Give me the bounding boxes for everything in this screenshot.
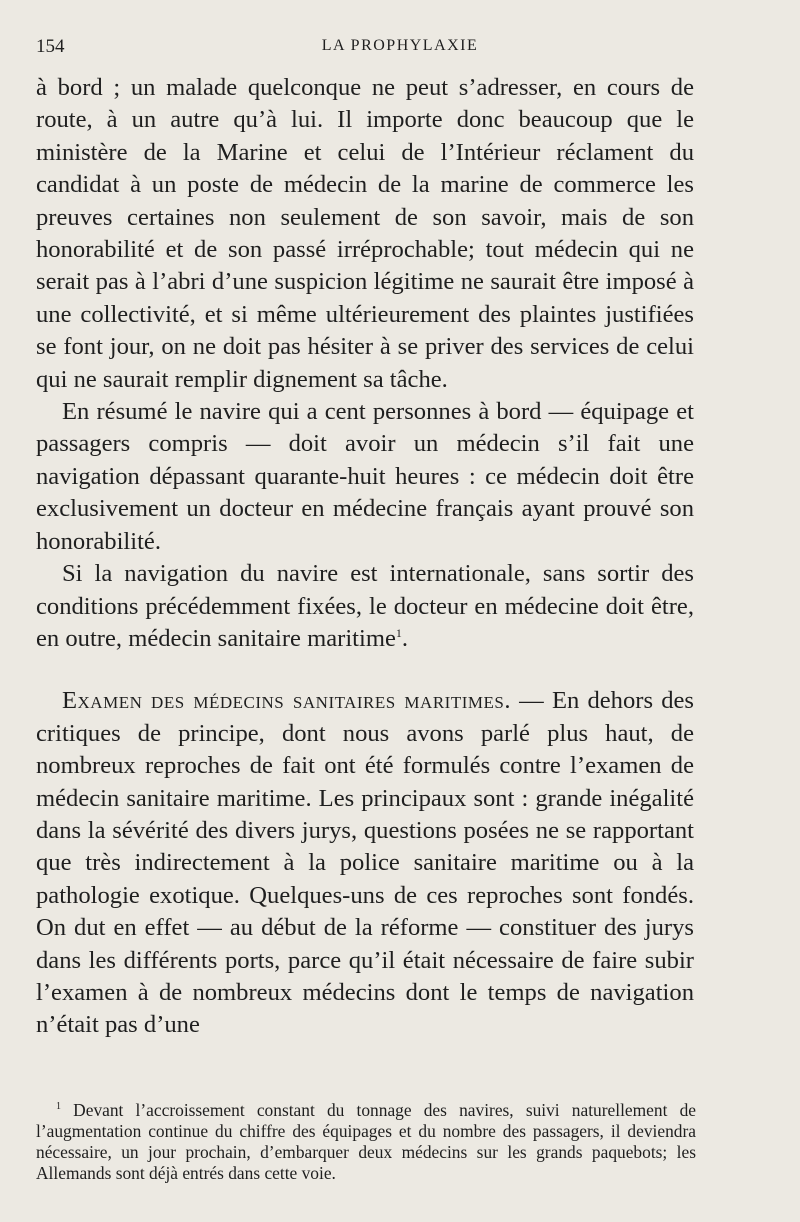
paragraph-3-text: Si la navigation du navire est internationale, sans sortir des conditions précédemment fixées, le docteur en médecine doit être, en outre, médecin sanitaire maritime xyxy=(36,560,694,652)
paragraph-4 xyxy=(36,685,694,1041)
running-title: LA PROPHYLAXIE xyxy=(321,37,479,54)
page-header xyxy=(36,36,764,60)
paragraph-3 xyxy=(36,558,694,655)
paragraph-1: à bord ; un malade quelconque ne peut s’adresser, en cours de route, à un autre qu’à lui. Il importe donc beaucoup que le ministère de la Marine et celui de l’Intérieur réclament du candidat à un poste de médecin de la marine de commerce les preuves certaines non seulement de son savoir, mais de son honorabilité et de son passé irréprochable; tout médecin qui ne serait pas à l’abri d’une suspicion légitime ne saurait être imposé à une collectivité, et si même ultérieurement des plaintes justifiées se font jour, on ne doit pas hésiter à se priver des services de celui qui ne saurait remplir dignement sa tâche. xyxy=(36,74,694,393)
page-number: 154 xyxy=(36,36,65,57)
footnote xyxy=(36,1100,696,1184)
footnote-text: Devant l’accroissement constant du tonnage des navires, suivi naturellement de l’augmentation continue du chiffre des équipages et du nombre des passagers, il deviendra nécessaire, un jour prochain, d’embarquer deux médecins sur les grands paquebots; les Allemands sont déjà entrés dans cette voie. xyxy=(36,1100,696,1183)
paragraph-4-text: — En dehors des critiques de principe, dont nous avons parlé plus haut, de nombreux reproches de fait ont été formulés contre l’examen de médecin sanitaire maritime. Les principaux sont : grande inégalité dans la sévérité des divers jurys, questions posées ne se rapportant que très indirectement à la police sanitaire maritime ou à la pathologie exotique. Quelques-uns de ces reproches sont fondés. On dut en effet — au début de la réforme — constituer des jurys dans les différents ports, parce qu’il était nécessaire de faire subir l’examen à de nombreux médecins dont le temps de navigation n’était pas d’une xyxy=(36,687,694,1039)
section-heading: Examen des médecins sanitaires maritimes. xyxy=(62,687,511,715)
paragraph-3-end: . xyxy=(401,624,409,652)
footnote-marker: 1 xyxy=(56,1101,61,1113)
footnote-paragraph xyxy=(36,1100,696,1184)
paragraph-2: En résumé le navire qui a cent personnes à bord — équipage et passagers compris — doit avoir un médecin s’il fait une navigation dépassant quarante-huit heures : ce médecin doit être exclusivement un docteur en médecine français ayant prouvé son honorabilité. xyxy=(36,398,694,555)
footnote-reference: 1 xyxy=(395,625,402,640)
main-text xyxy=(36,72,694,1042)
